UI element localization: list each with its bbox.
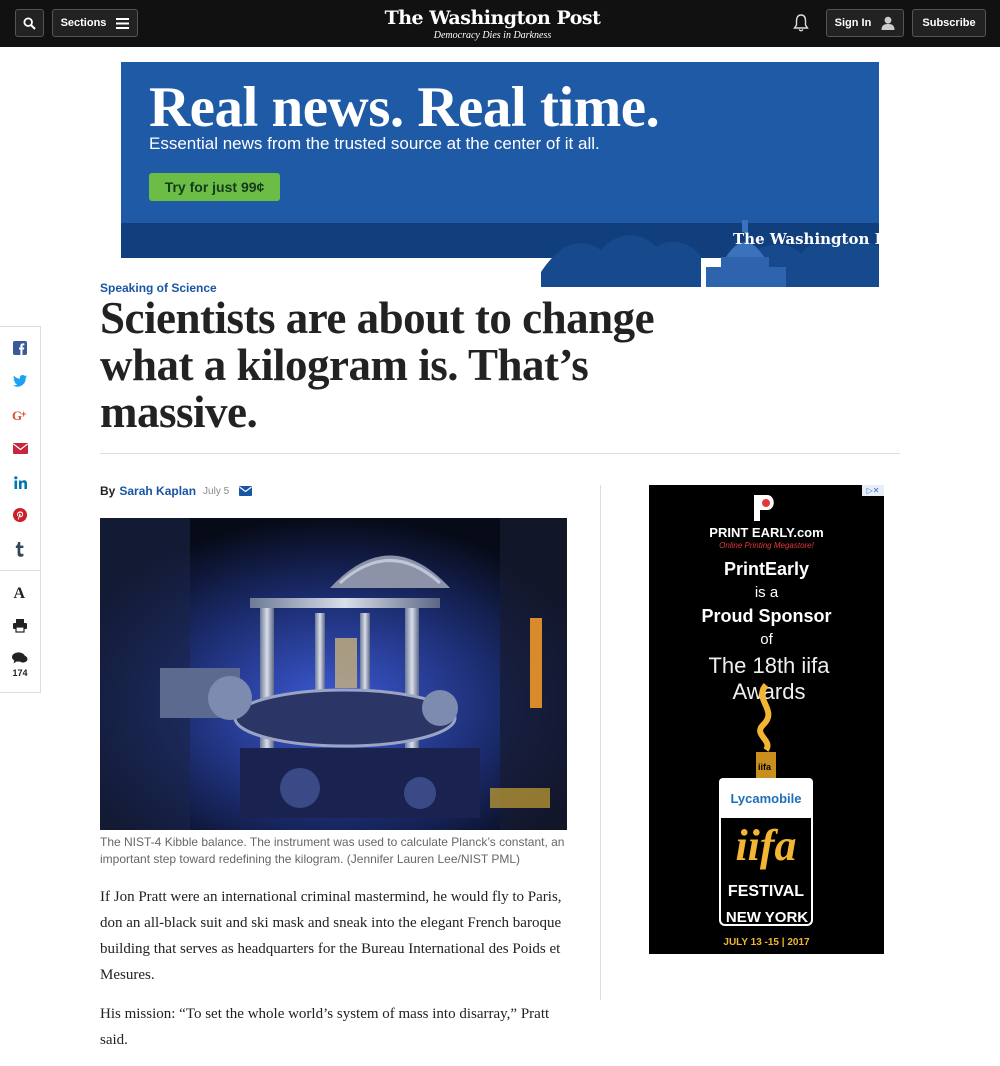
kibble-balance-image	[100, 518, 567, 830]
comment-count[interactable]: 174	[12, 668, 28, 678]
brand-logo[interactable]	[380, 6, 605, 42]
rail-divider	[0, 570, 40, 571]
sponsor-name: Lycamobile	[730, 791, 802, 806]
byline-prefix: By	[100, 484, 116, 498]
lead-photo[interactable]	[100, 518, 567, 830]
byline	[100, 484, 252, 498]
google-plus-icon[interactable]	[11, 406, 29, 424]
share-rail	[0, 326, 41, 693]
subscribe-label: Subscribe	[922, 17, 976, 29]
brand-name: The Washington Post	[384, 7, 601, 29]
menu-icon	[116, 18, 129, 29]
ad-site-name: PRINT EARLY.com	[709, 525, 824, 540]
comments-icon[interactable]	[11, 649, 29, 667]
search-button[interactable]	[15, 9, 44, 37]
banner-logo: The Washington Post	[733, 230, 911, 248]
banner-headline: Real news. Real time.	[149, 76, 660, 139]
body-paragraph: His mission: “To set the whole world’s system of mass into disarray,” Pratt said.	[100, 1006, 550, 1048]
festival-city: NEW YORK	[725, 909, 809, 926]
ad-award-text: The 18th iifa Awards	[708, 653, 830, 704]
sections-label: Sections	[60, 17, 107, 29]
festival-brand: iifa	[735, 821, 797, 870]
svg-text:+: +	[21, 409, 27, 419]
author-link[interactable]: Sarah Kaplan	[119, 484, 197, 498]
brand-tagline: Democracy Dies in Darkness	[433, 30, 552, 41]
facebook-icon[interactable]	[11, 339, 29, 357]
sidebar-ad[interactable]	[649, 485, 884, 954]
text-size-icon[interactable]	[11, 583, 29, 601]
printearly-logo-icon	[749, 493, 783, 523]
article-body	[100, 884, 570, 1066]
article-headline: Scientists are about to change what a kilogram is. That’s massive.	[100, 293, 655, 437]
email-icon[interactable]	[11, 439, 29, 457]
trophy-icon	[741, 680, 791, 780]
sections-button[interactable]	[52, 9, 138, 37]
pinterest-icon[interactable]	[11, 506, 29, 524]
search-icon	[23, 17, 36, 30]
header-divider	[100, 453, 900, 454]
ad-line-2: is a	[754, 584, 779, 601]
festival-label: FESTIVAL	[727, 883, 805, 900]
subscribe-button[interactable]	[912, 9, 986, 37]
user-icon	[881, 16, 895, 30]
sign-in-button[interactable]	[826, 9, 904, 37]
lycamobile-badge	[719, 778, 813, 818]
article-kicker[interactable]: Speaking of Science	[100, 281, 217, 295]
svg-text:iifa: iifa	[758, 762, 772, 772]
bell-icon[interactable]	[792, 13, 810, 33]
publish-date: July 5	[203, 485, 230, 497]
top-nav-bar	[0, 0, 1000, 47]
tumblr-icon[interactable]	[11, 540, 29, 558]
sign-in-label: Sign In	[834, 17, 872, 29]
column-divider	[600, 485, 601, 1000]
ad-line-4: of	[760, 631, 773, 648]
ad-line-1: PrintEarly	[723, 559, 810, 579]
photo-caption: The NIST-4 Kibble balance. The instrument was used to calculate Planck’s constant, an important step toward redefining the kilogram. (Jennifer Lauren Lee/NIST PML)	[100, 835, 565, 866]
email-author-icon[interactable]	[239, 486, 252, 496]
twitter-icon[interactable]	[11, 372, 29, 390]
print-icon[interactable]	[11, 616, 29, 634]
body-paragraph: If Jon Pratt were an international criminal mastermind, he would fly to Paris, don an all-black suit and ski mask and sneak into the elegant French baroque building that serves as headquarters for the Bureau International des Poids et Mesures.	[100, 889, 562, 983]
svg-text:G: G	[12, 408, 23, 423]
capitol-skyline-image	[541, 212, 879, 287]
banner-cta-button[interactable]: Try for just 99¢	[149, 173, 280, 201]
adchoices-icon[interactable]: ▷✕	[862, 485, 884, 496]
ad-tagline: Online Printing Megastore!	[719, 541, 814, 550]
ad-line-3: Proud Sponsor	[701, 606, 832, 626]
linkedin-icon[interactable]	[11, 473, 29, 491]
banner-ad[interactable]	[121, 62, 911, 258]
svg-text:A: A	[13, 585, 26, 602]
festival-dates: JULY 13 -15 | 2017	[723, 937, 810, 948]
banner-subhead: Essential news from the trusted source at the center of it all.	[149, 134, 600, 153]
